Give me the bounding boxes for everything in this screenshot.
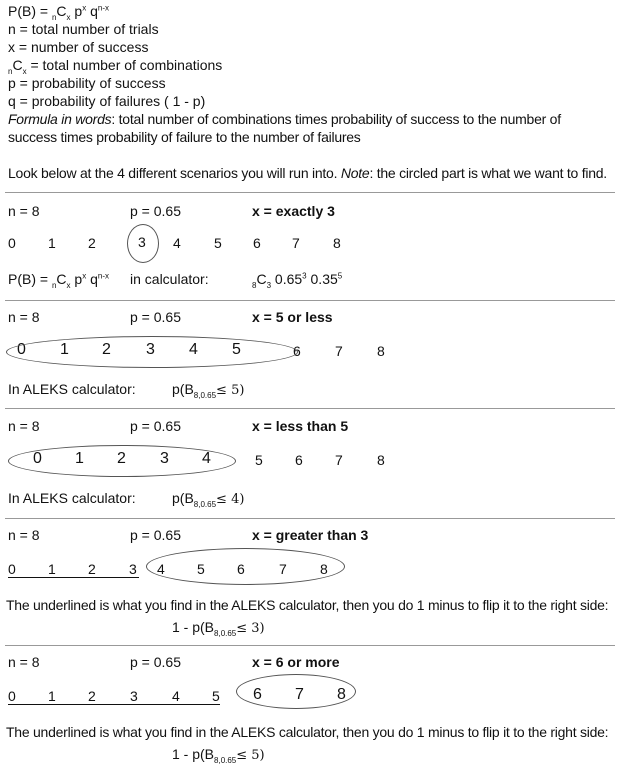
ellipse-highlight [6,336,298,368]
x-condition: x = 5 or less [252,309,333,325]
divider [5,300,615,301]
definition-p: p = probability of success [8,75,166,91]
p-value: p = 0.65 [130,418,181,434]
definition-x: x = number of success [8,39,149,55]
aleks-label: In ALEKS calculator: [8,490,136,506]
number: 1 [48,688,56,704]
n-value: n = 8 [8,203,40,219]
definition-ncx: $_nC_x$ = total number of combinations [8,57,223,76]
number: 8 [377,343,385,359]
number: 8 [377,452,385,468]
number: 7 [335,452,343,468]
number: 0 [8,561,16,577]
aleks-expression: $1 - p(B_{8,0.65}\le 5)$ [172,746,265,765]
number: 8 [320,561,328,577]
number: 1 [75,450,84,467]
number: 4 [202,450,211,467]
number: 7 [335,343,343,359]
calculator-label: in calculator: [130,271,209,287]
number: 3 [138,234,146,250]
n-value: n = 8 [8,309,40,325]
number: 3 [160,450,169,467]
number: 7 [292,235,300,251]
number: 5 [255,452,263,468]
number: 5 [232,341,241,358]
x-condition: x = less than 5 [252,418,349,434]
calculator-expression: $_8C_3$ 0.65$^3$ 0.35$^5$ [252,271,343,290]
number: 7 [279,561,287,577]
number: 4 [157,561,165,577]
number: 4 [189,341,198,358]
p-value: p = 0.65 [130,654,181,670]
number: 2 [88,561,96,577]
number: 3 [146,341,155,358]
number: 1 [48,561,56,577]
p-value: p = 0.65 [130,203,181,219]
circle-highlight [127,224,159,263]
number: 3 [129,561,137,577]
number: 6 [237,561,245,577]
n-value: n = 8 [8,654,40,670]
number: 7 [295,686,304,703]
ellipse-highlight [236,674,356,709]
number: 8 [333,235,341,251]
explanation: The underlined is what you find in the ALEKS calculator, then you do 1 minus to flip it to the right side: [6,724,609,740]
aleks-expression: $p(B_{8,0.65}\le 5)$ [172,381,245,400]
number: 2 [88,235,96,251]
definition-q: q = probability of failures ( 1 - p) [8,93,206,109]
scenarios-intro: Look below at the 4 different scenarios you will run into. Note: the circled part is what we want to find. [8,165,607,181]
formula-in-words-cont: success times probability of failure to the number of failures [8,129,361,145]
number: 6 [295,452,303,468]
number: 0 [8,235,16,251]
number: 1 [60,341,69,358]
p-value: p = 0.65 [130,309,181,325]
x-condition: x = 6 or more [252,654,340,670]
aleks-expression: $p(B_{8,0.65}\le 4)$ [172,490,245,509]
binomial-formula: $P(B) = _nC_x$ $p^x$ $q^{n-x}$ [8,271,110,290]
number: 0 [8,688,16,704]
underline [8,704,220,705]
divider [5,408,615,409]
number: 6 [253,686,262,703]
n-value: n = 8 [8,527,40,543]
number: 5 [197,561,205,577]
number: 3 [130,688,138,704]
aleks-expression: $1 - p(B_{8,0.65}\le 3)$ [172,619,265,638]
number: 5 [212,688,220,704]
aleks-label: In ALEKS calculator: [8,381,136,397]
number: 2 [88,688,96,704]
number: 8 [337,686,346,703]
x-condition: x = exactly 3 [252,203,335,219]
number: 6 [253,235,261,251]
number: 0 [33,450,42,467]
explanation: The underlined is what you find in the ALEKS calculator, then you do 1 minus to flip it to the right side: [6,597,609,613]
number: 1 [48,235,56,251]
number: 4 [172,688,180,704]
definition-n: n = total number of trials [8,21,159,37]
divider [5,192,615,193]
binomial-formula: $P(B) = _nC_x$ $p^x$ $q^{n-x}$ [8,3,110,22]
ellipse-highlight [8,445,236,477]
number: 2 [102,341,111,358]
n-value: n = 8 [8,418,40,434]
number: 6 [293,343,301,359]
number: 0 [17,341,26,358]
number: 2 [117,450,126,467]
underline [8,577,139,578]
x-condition: x = greater than 3 [252,527,369,543]
ellipse-highlight [146,548,345,585]
number: 5 [214,235,222,251]
number: 4 [173,235,181,251]
p-value: p = 0.65 [130,527,181,543]
divider [5,645,615,646]
divider [5,518,615,519]
formula-in-words: Formula in words: total number of combinations times probability of success to the number of [8,111,561,127]
